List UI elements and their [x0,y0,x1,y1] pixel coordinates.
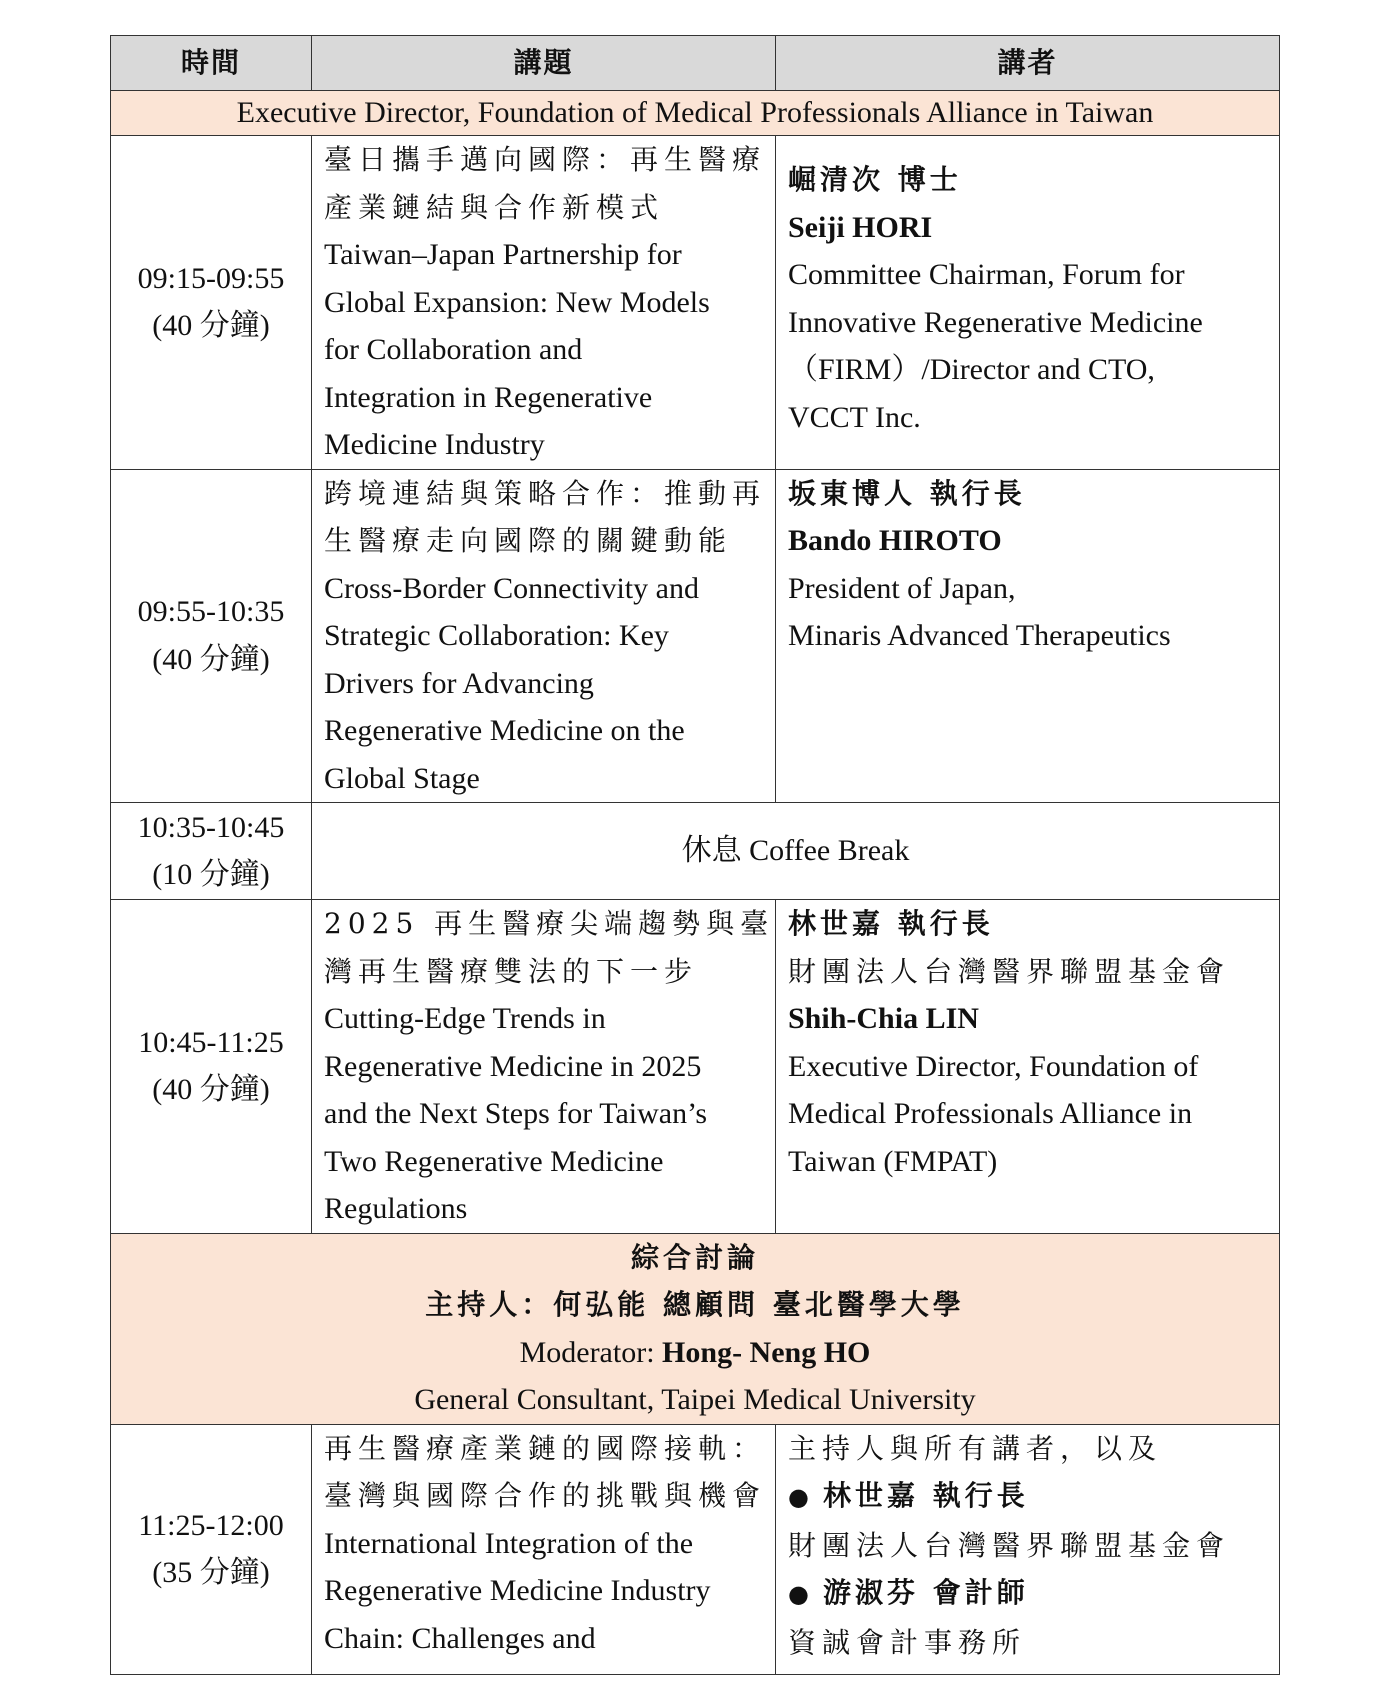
panelist-name-text: 游淑芬 會計師 [822,1576,1029,1609]
speaker-title-line: President of Japan, [788,571,1016,605]
topic-en-line: Drivers for Advancing [324,666,594,700]
session-time-cell [111,1424,312,1674]
session-time: 09:55-10:35 [137,595,285,629]
topic-en-line: Taiwan–Japan Partnership for [324,238,682,271]
topic-zh-line: 灣再生醫療雙法的下一步 [324,954,699,988]
session-time-cell [111,469,312,803]
speaker-title-line: Minaris Advanced Therapeutics [788,619,1171,652]
topic-en-line: International Integration of the [324,1526,694,1560]
break-row [111,803,1280,900]
session-topic-cell [312,1424,776,1674]
speaker-name-zh: 林世嘉 執行長 [788,907,994,940]
topic-en-line: for Collaboration and [324,333,583,366]
break-label: 休息 Coffee Break [312,803,1280,900]
topic-en-line: Strategic Collaboration: Key [324,619,669,652]
session-row [111,469,1280,803]
topic-en-line: Global Expansion: New Models [324,285,710,319]
topic-zh-line: 產業鏈結與合作新模式 [324,190,665,224]
topic-en-line: and the Next Steps for Taiwan’s [324,1097,708,1130]
speaker-name-en: Bando HIROTO [788,524,1002,557]
speaker-title-line: （FIRM）/Director and CTO, [788,353,1155,386]
panel-title: 綜合討論 [630,1240,759,1274]
moderator-prefix: Moderator: [519,1335,655,1369]
speaker-name-en: Shih-Chia LIN [788,1002,979,1035]
bullet-icon: ● [788,1580,813,1608]
topic-zh-line: 生醫療走向國際的關鍵動能 [324,524,733,557]
break-time-cell [111,803,312,900]
topic-en-line: Integration in Regenerative [324,380,653,414]
session-row [111,1424,1280,1674]
agenda-table [110,35,1280,1675]
break-time: 10:35-10:45 [137,810,285,844]
session-speaker-cell [776,136,1280,470]
session-speaker-cell [776,900,1280,1234]
panelist-org: 財團法人台灣醫界聯盟基金會 [788,1528,1231,1562]
session-duration: (35 分鐘) [152,1556,270,1589]
speaker-intro: 主持人與所有講者，以及 [788,1431,1163,1465]
session-time-cell [111,136,312,470]
speaker-title-line: Executive Director, Foundation of [788,1049,1199,1083]
session-time: 11:25-12:00 [138,1508,284,1542]
speaker-title-line: Innovative Regenerative Medicine [788,305,1203,339]
speaker-name-zh: 崛清次 博士 [788,163,962,196]
panelist-name [788,1472,1269,1522]
topic-en-line: Cross-Border Connectivity and [324,571,699,605]
session-topic-cell [312,469,776,803]
speaker-title-line: Taiwan (FMPAT) [788,1144,998,1178]
panelist-org: 資誠會計事務所 [788,1625,1027,1659]
session-speaker-cell [776,1424,1280,1674]
topic-en-line: Regenerative Medicine Industry [324,1574,711,1607]
topic-en-line: Global Stage [324,761,480,795]
speaker-title-line: Medical Professionals Alliance in [788,1097,1193,1130]
session-row [111,900,1280,1234]
session-duration: (40 分鐘) [152,1073,270,1107]
topic-en-line: Medicine Industry [324,428,545,461]
speaker-name-en: Seiji HORI [788,210,933,244]
session-speaker-cell [776,469,1280,803]
session-duration: (40 分鐘) [152,309,270,343]
bullet-icon: ● [788,1483,813,1511]
topic-en-line: Cutting-Edge Trends in [324,1002,606,1035]
session-time-cell [111,900,312,1234]
topic-en-line: Regenerative Medicine in 2025 [324,1049,702,1083]
header-row [111,36,1280,91]
panel-moderator-en [111,1329,1279,1377]
panel-moderator-zh: 主持人：何弘能 總顧問 臺北醫學大學 [425,1288,965,1321]
topic-zh-line: 臺灣與國際合作的挑戰與機會 [324,1479,767,1512]
panelist-name [788,1569,1269,1619]
panel-row [111,1233,1280,1424]
header-time: 時間 [111,36,312,91]
banner-top: Executive Director, Foundation of Medical Professionals Alliance in Taiwan [111,91,1280,136]
panel-moderator-title: General Consultant, Taipei Medical University [414,1383,976,1416]
break-duration: (10 分鐘) [152,858,270,891]
topic-en-line: Regenerative Medicine on the [324,714,685,747]
speaker-org-zh: 財團法人台灣醫界聯盟基金會 [788,954,1231,988]
panel-band [111,1233,1280,1424]
topic-en-line: Chain: Challenges and [324,1621,596,1655]
moderator-name: Hong- Neng HO [662,1335,871,1369]
speaker-title-line: VCCT Inc. [788,400,921,434]
session-duration: (40 分鐘) [152,642,270,676]
session-time: 09:15-09:55 [137,261,285,295]
topic-zh-line: 2025 再生醫療尖端趨勢與臺 [324,907,775,940]
session-time: 10:45-11:25 [138,1025,284,1059]
topic-zh-line: 跨境連結與策略合作：推動再 [324,476,767,510]
session-topic-cell [312,136,776,470]
banner-row [111,91,1280,136]
header-speaker: 講者 [776,36,1280,91]
topic-en-line: Two Regenerative Medicine [324,1144,664,1178]
topic-en-line: Regulations [324,1192,468,1225]
speaker-title-line: Committee Chairman, Forum for [788,258,1185,291]
topic-zh-line: 再生醫療產業鏈的國際接軌： [324,1431,767,1465]
session-topic-cell [312,900,776,1234]
speaker-name-zh: 坂東博人 執行長 [788,476,1026,510]
header-topic: 講題 [312,36,776,91]
session-row [111,136,1280,470]
topic-zh-line: 臺日攜手邁向國際：再生醫療 [324,143,767,176]
panelist-name-text: 林世嘉 執行長 [822,1479,1029,1512]
